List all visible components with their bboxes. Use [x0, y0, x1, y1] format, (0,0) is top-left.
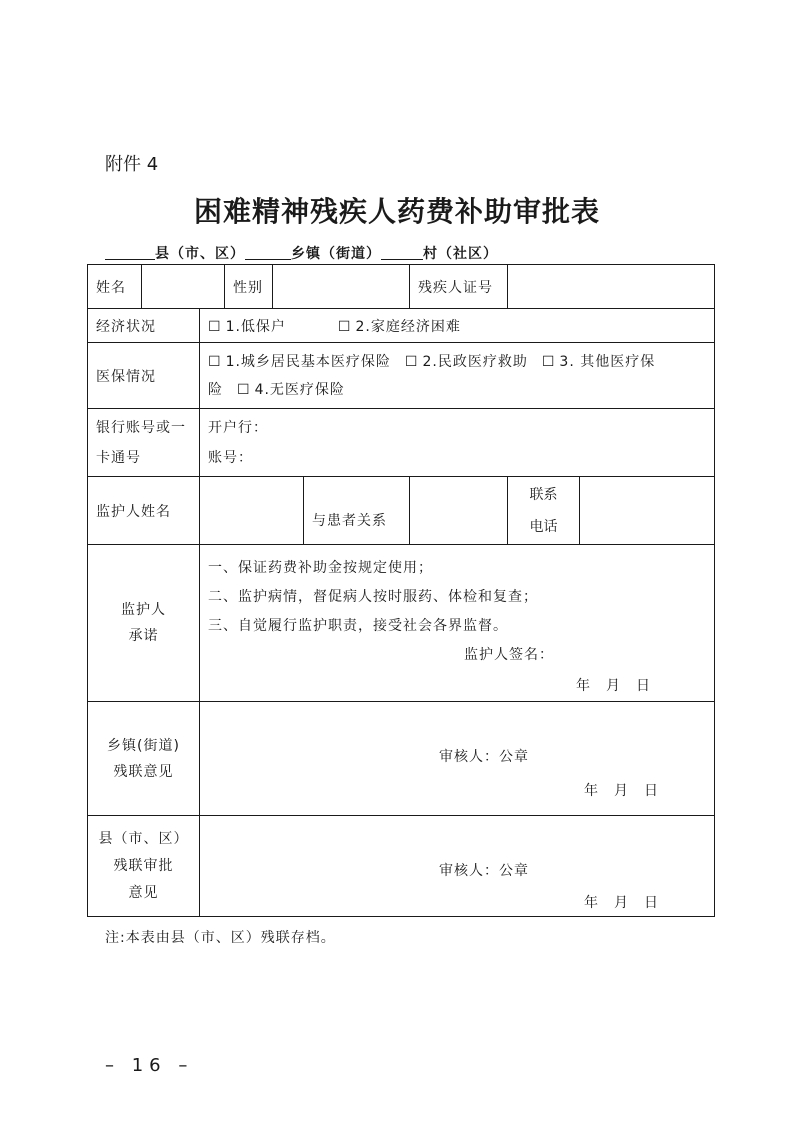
phone-field[interactable] — [580, 477, 715, 545]
county-label: 县（市、区） — [155, 246, 245, 262]
town-opinion-label — [88, 702, 200, 816]
promise-content — [200, 545, 715, 702]
relation-field[interactable] — [410, 477, 508, 545]
approval-form-table — [87, 264, 715, 917]
gender-field[interactable] — [273, 265, 410, 309]
town-opinion-field[interactable] — [200, 702, 715, 816]
guardian-signature-label: 监护人签名： — [464, 647, 554, 663]
medical-option-other-tail: 险 — [208, 381, 223, 398]
town-opinion-date: 年 月 日 — [584, 783, 659, 799]
attachment-label: 附件 4 — [105, 154, 159, 175]
checkbox-icon[interactable]: ☐ — [208, 318, 222, 335]
checkbox-icon[interactable]: ☐ — [237, 381, 251, 398]
medical-label: 医保情况 — [88, 343, 200, 409]
county-opinion-label-line3: 意见 — [128, 884, 159, 901]
guardian-name-field[interactable] — [200, 477, 304, 545]
disability-cert-field[interactable] — [508, 265, 715, 309]
checkbox-icon[interactable]: ☐ — [337, 318, 352, 335]
medical-option-other: 3. 其他医疗保 — [559, 353, 656, 370]
promise-item-1: 一、保证药费补助金按规定使用； — [208, 560, 433, 576]
promise-label-line1: 监护人 — [121, 602, 166, 618]
county-opinion-label-line1: 县（市、区） — [98, 830, 189, 847]
phone-label — [508, 477, 580, 545]
medical-option-civil: 2.民政医疗救助 — [422, 353, 528, 370]
town-opinion-label-line2: 残联意见 — [113, 763, 174, 780]
economy-options — [200, 309, 715, 343]
guardian-name-label: 监护人姓名 — [88, 477, 200, 545]
promise-item-2: 二、监护病情，督促病人按时服药、体检和复查； — [208, 589, 538, 605]
name-label: 姓名 — [88, 265, 142, 309]
county-opinion-field[interactable] — [200, 816, 715, 917]
bank-account-label-line1: 银行账号或一 — [96, 419, 186, 436]
bank-info-field[interactable] — [200, 409, 715, 477]
region-line — [105, 243, 498, 263]
checkbox-icon[interactable]: ☐ — [541, 353, 556, 370]
economy-option-hardship: 2.家庭经济困难 — [355, 318, 461, 335]
county-opinion-date: 年 月 日 — [584, 895, 659, 911]
medical-option-none: 4.无医疗保险 — [254, 381, 345, 398]
county-opinion-label-line2: 残联审批 — [113, 857, 174, 874]
name-field[interactable] — [142, 265, 225, 309]
town-opinion-label-line1: 乡镇(街道) — [107, 737, 180, 754]
phone-label-line2: 电话 — [529, 518, 558, 535]
form-title: 困难精神残疾人药费补助审批表 — [193, 195, 600, 228]
promise-item-3: 三、自觉履行监护职责，接受社会各界监督。 — [208, 618, 508, 634]
promise-label-line2: 承诺 — [128, 628, 159, 644]
relation-label: 与患者关系 — [304, 477, 410, 545]
footnote: 注:本表由县（市、区）残联存档。 — [105, 930, 336, 946]
county-blank[interactable] — [105, 247, 155, 260]
economy-option-low-income: 1.低保户 — [225, 318, 286, 335]
gender-label: 性别 — [225, 265, 273, 309]
bank-account-label — [88, 409, 200, 477]
medical-options — [200, 343, 715, 409]
checkbox-icon[interactable]: ☐ — [208, 353, 222, 370]
bank-name-label: 开户行： — [208, 419, 268, 436]
phone-label-line1: 联系 — [529, 486, 558, 503]
disability-cert-label: 残疾人证号 — [410, 265, 508, 309]
village-label: 村（社区） — [423, 246, 498, 262]
town-blank[interactable] — [245, 247, 291, 260]
page-number: – 16 – — [105, 1055, 194, 1076]
account-number-label: 账号： — [208, 449, 253, 466]
bank-account-label-line2: 卡通号 — [96, 449, 141, 466]
town-reviewer-label: 审核人：公章 — [439, 749, 529, 765]
county-opinion-label — [88, 816, 200, 917]
promise-date: 年 月 日 — [576, 678, 651, 694]
village-blank[interactable] — [381, 247, 423, 260]
town-label: 乡镇（街道） — [291, 246, 381, 262]
checkbox-icon[interactable]: ☐ — [404, 353, 419, 370]
medical-option-resident: 1.城乡居民基本医疗保险 — [225, 353, 391, 370]
promise-label — [88, 545, 200, 702]
economy-label: 经济状况 — [88, 309, 200, 343]
county-reviewer-label: 审核人：公章 — [439, 863, 529, 879]
